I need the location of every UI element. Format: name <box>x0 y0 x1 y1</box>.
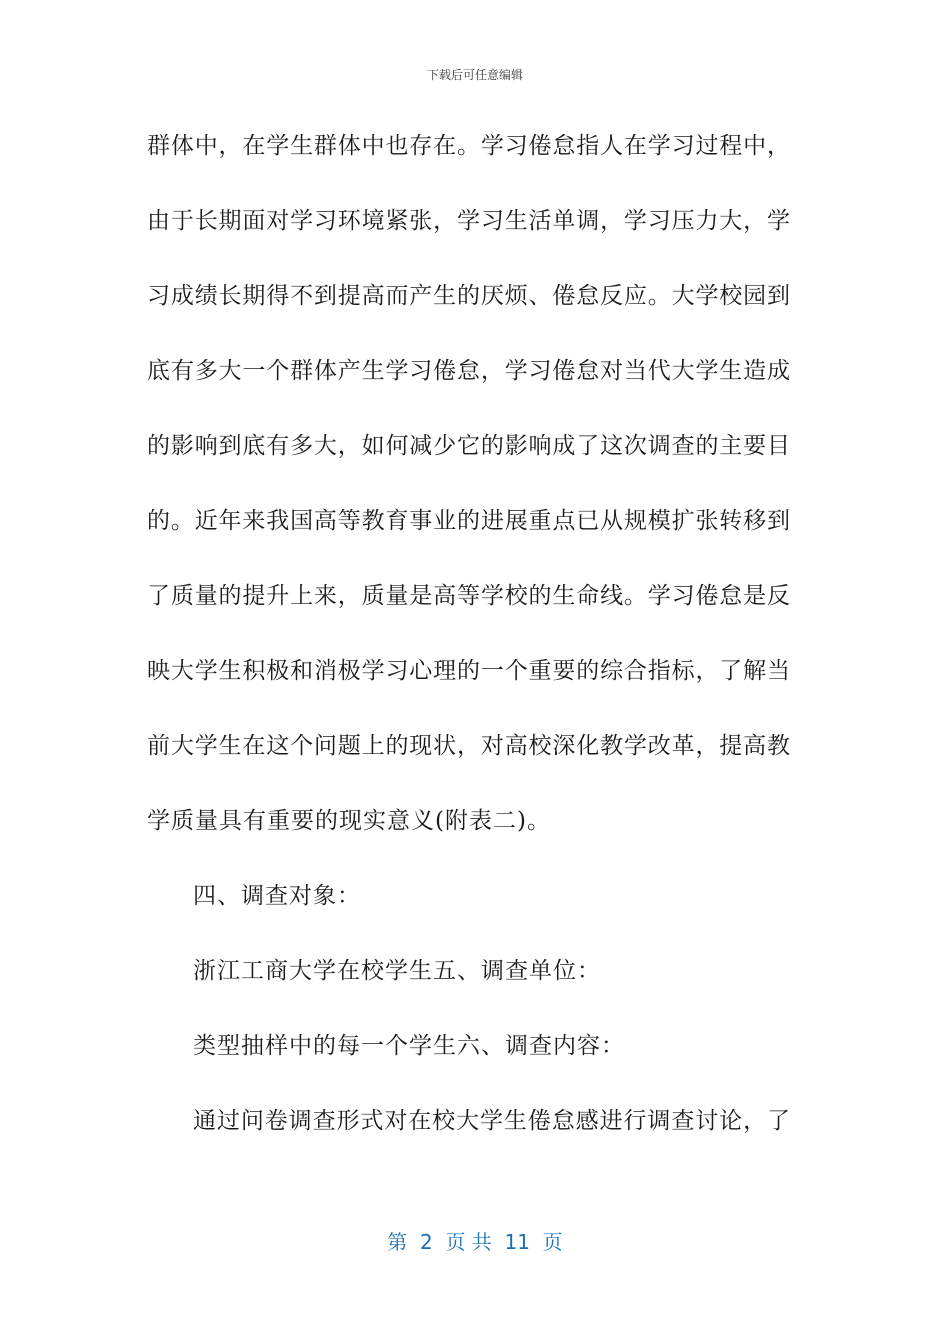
body-line-13: 类型抽样中的每一个学生六、调查内容： <box>193 1033 625 1059</box>
header-note: 下载后可任意编辑 <box>426 68 523 82</box>
body-line-1: 群体中，在学生群体中也存在。学习倦怠指人在学习过程中， <box>147 133 790 159</box>
body-line-8: 映大学生积极和消极学习心理的一个重要的综合指标，了解当 <box>147 658 790 684</box>
body-line-14: 通过问卷调查形式对在校大学生倦怠感进行调查讨论，了 <box>193 1108 790 1134</box>
body-line-4: 底有多大一个群体产生学习倦怠，学习倦怠对当代大学生造成 <box>147 358 790 384</box>
section-heading-survey-object: 四、调查对象： <box>193 883 361 909</box>
body-line-7: 了质量的提升上来，质量是高等学校的生命线。学习倦怠是反 <box>147 583 790 609</box>
body-line-9: 前大学生在这个问题上的现状，对高校深化教学改革，提高教 <box>147 733 790 759</box>
body-line-6: 的。近年来我国高等教育事业的进展重点已从规模扩张转移到 <box>147 508 790 534</box>
body-line-10: 学质量具有重要的现实意义(附表二)。 <box>147 808 551 834</box>
body-line-2: 由于长期面对学习环境紧张，学习生活单调，学习压力大，学 <box>147 208 790 234</box>
page-number-footer: 第 2 页 共 11 页 <box>387 1230 563 1254</box>
body-line-12: 浙江工商大学在校学生五、调查单位： <box>193 958 601 984</box>
body-line-5: 的影响到底有多大，如何减少它的影响成了这次调查的主要目 <box>147 433 790 459</box>
body-line-3: 习成绩长期得不到提高而产生的厌烦、倦怠反应。大学校园到 <box>147 283 790 309</box>
